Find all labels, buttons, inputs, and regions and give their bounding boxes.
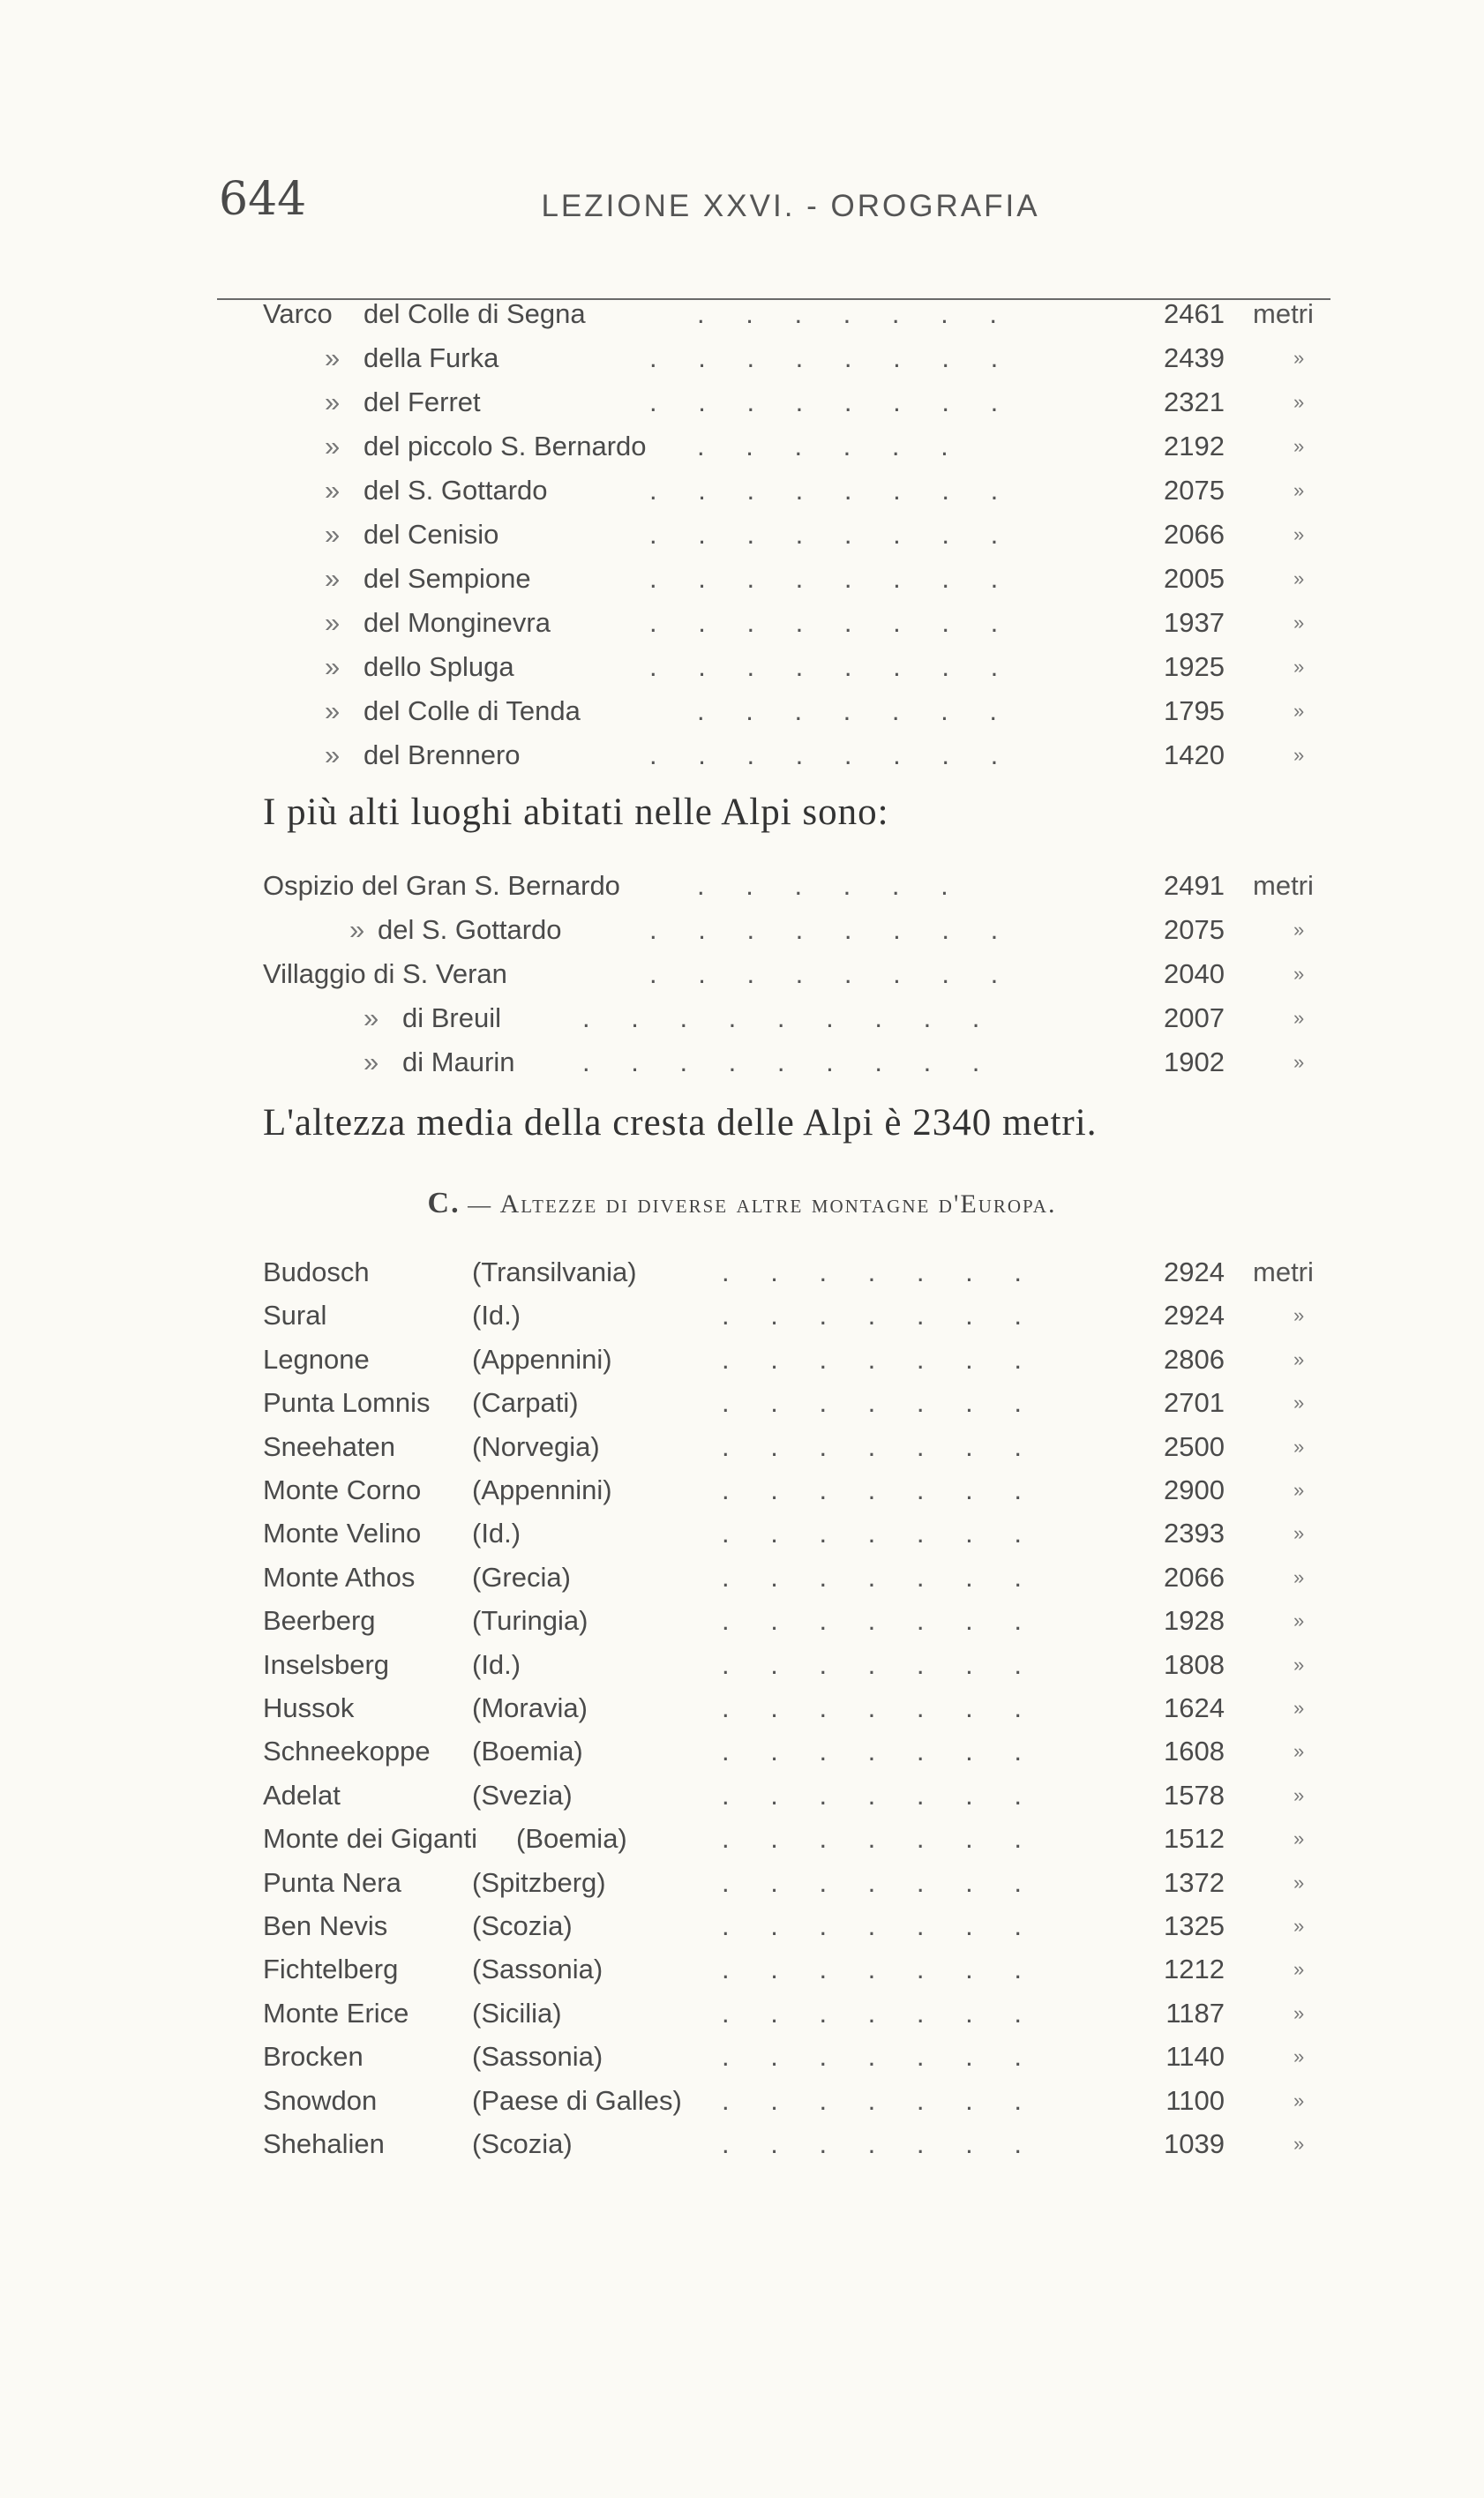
mountain-name: Monte Corno	[263, 1474, 422, 1505]
inhabited-row	[0, 912, 1484, 948]
ditto-mark: »	[1293, 1697, 1305, 1719]
ditto-mark: »	[1293, 1827, 1305, 1850]
leader-dots: . . . . . . .	[722, 2041, 1038, 2073]
leader-dots: . . . . . . . .	[649, 519, 1016, 550]
mountain-row	[0, 1865, 1484, 1901]
leader-dots: . . . . . . .	[722, 1561, 1038, 1593]
mountain-region: (Grecia)	[472, 1561, 571, 1593]
leader-dots: . . . . . . .	[722, 1954, 1038, 1985]
ditto-mark: »	[1293, 1304, 1305, 1327]
running-title: LEZIONE XXVI. - OROGRAFIA	[541, 189, 1040, 223]
pass-prefix: »	[325, 386, 341, 417]
pass-name: del S. Gottardo	[364, 475, 548, 506]
mountain-row	[0, 1778, 1484, 1813]
inhabited-row	[0, 1001, 1484, 1036]
mountain-row	[0, 1429, 1484, 1465]
ditto-mark: »	[1293, 656, 1305, 678]
pass-prefix: »	[325, 695, 341, 726]
inhabited-altitude: 2491	[1164, 870, 1225, 901]
mountain-region: (Id.)	[472, 1518, 521, 1549]
leader-dots: . . . . . . . .	[649, 958, 1016, 989]
pass-altitude: 2005	[1164, 563, 1225, 594]
inhabited-row	[0, 956, 1484, 992]
ditto-mark: »	[1293, 2133, 1305, 2155]
ditto-mark: »	[1293, 1392, 1305, 1414]
pass-row	[0, 738, 1484, 773]
leader-dots: . . . . . . .	[697, 298, 1014, 329]
pass-prefix: »	[325, 607, 341, 638]
inhabited-unit: metri	[1253, 870, 1314, 901]
pass-row	[0, 561, 1484, 596]
mountain-name: Budosch	[263, 1257, 370, 1287]
ditto-mark: »	[1293, 744, 1305, 766]
ditto-mark: »	[1293, 963, 1305, 985]
page-number: 644	[219, 173, 307, 226]
mountain-row	[0, 1560, 1484, 1595]
mountain-name: Monte dei Giganti	[263, 1823, 477, 1855]
pass-row	[0, 429, 1484, 464]
mountain-altitude: 1100	[1165, 2084, 1225, 2116]
mountain-row	[0, 1516, 1484, 1551]
mountain-row	[0, 1647, 1484, 1683]
leader-dots: . . . . . .	[697, 431, 965, 461]
mountain-row	[0, 1952, 1484, 1987]
mountain-name: Ben Nevis	[263, 1910, 388, 1941]
pass-altitude: 1795	[1164, 695, 1225, 726]
mountain-name: Sural	[263, 1300, 327, 1332]
leader-dots: . . . . . . .	[722, 2128, 1038, 2159]
mountain-altitude: 1187	[1165, 1997, 1225, 2029]
pass-altitude: 1420	[1164, 739, 1225, 770]
mountain-region: (Sassonia)	[472, 1954, 603, 1985]
leader-dots: . . . . . . .	[697, 695, 1014, 726]
inhabited-name: Ospizio del Gran S. Bernardo	[263, 870, 620, 901]
mountain-row	[0, 1603, 1484, 1639]
leader-dots: . . . . . . .	[722, 1430, 1038, 1462]
mountain-region: (Boemia)	[472, 1736, 583, 1767]
inhabited-row	[0, 868, 1484, 904]
pass-altitude: 1937	[1164, 607, 1225, 638]
mountain-region: (Svezia)	[472, 1779, 573, 1811]
leader-dots: . . . . . . .	[722, 1648, 1038, 1680]
mountain-name: Fichtelberg	[263, 1954, 399, 1985]
leader-dots: . . . . . . . .	[649, 914, 1016, 945]
inhabited-name: Villaggio di S. Veran	[263, 958, 507, 989]
pass-row	[0, 649, 1484, 685]
mountain-altitude: 2066	[1164, 1561, 1225, 1593]
mountain-row	[0, 2127, 1484, 2162]
section-c-heading	[0, 1187, 1484, 1220]
leader-dots: . . . . . . .	[722, 1474, 1038, 1505]
leader-dots: . . . . . . .	[722, 1779, 1038, 1811]
section-letter: C.	[427, 1187, 461, 1219]
mountain-region: (Norvegia)	[472, 1430, 600, 1462]
pass-prefix: »	[325, 739, 341, 770]
mountain-row	[0, 1473, 1484, 1508]
mountain-altitude: 1325	[1164, 1910, 1225, 1941]
mountain-row	[0, 1734, 1484, 1769]
pass-name: del Colle di Tenda	[364, 695, 581, 726]
mountain-row	[0, 1909, 1484, 1944]
mountain-name: Monte Athos	[263, 1561, 416, 1593]
section-dash: —	[468, 1192, 493, 1218]
ditto-mark: »	[1293, 567, 1305, 589]
inhabited-intro: I più alti luoghi abitati nelle Alpi sono:	[263, 791, 889, 833]
mountain-row	[0, 1298, 1484, 1333]
leader-dots: . . . . . . . .	[649, 386, 1016, 417]
mountain-region: (Scozia)	[472, 2128, 573, 2159]
pass-name: della Furka	[364, 342, 499, 373]
inhabited-altitude: 1902	[1164, 1046, 1225, 1077]
ditto-mark: »	[1293, 1783, 1305, 1806]
ditto-mark: »	[1293, 1051, 1305, 1073]
pass-name: del Monginevra	[364, 607, 551, 638]
leader-dots: . . . . . . .	[722, 1300, 1038, 1332]
pass-prefix: »	[325, 563, 341, 594]
pass-row	[0, 385, 1484, 420]
inhabited-altitude: 2007	[1164, 1002, 1225, 1033]
pass-name: dello Spluga	[364, 651, 514, 682]
pass-name: del Sempione	[364, 563, 531, 594]
ditto-mark: »	[1293, 1435, 1305, 1458]
mountain-region: (Scozia)	[472, 1910, 573, 1941]
pass-altitude: 1925	[1164, 651, 1225, 682]
leader-dots: . . . . . . .	[722, 2084, 1038, 2116]
ditto-mark: »	[1293, 479, 1305, 501]
mountain-altitude: 2924	[1164, 1300, 1225, 1332]
pass-altitude: 2192	[1164, 431, 1225, 461]
pass-prefix: »	[325, 431, 341, 461]
pass-row	[0, 296, 1484, 332]
mountain-altitude: 1512	[1164, 1823, 1225, 1855]
mountain-name: Monte Velino	[263, 1518, 422, 1549]
ditto-mark: »	[1293, 2089, 1305, 2112]
leader-dots: . . . . . . .	[722, 1605, 1038, 1637]
leader-dots: . . . . . . .	[722, 1910, 1038, 1941]
mountain-name: Punta Lomnis	[263, 1387, 431, 1419]
pass-unit: metri	[1253, 298, 1314, 329]
leader-dots: . . . . . . . .	[649, 651, 1016, 682]
ditto-mark: »	[1293, 1479, 1305, 1501]
pass-prefix: Varco	[263, 298, 333, 329]
ditto-mark: »	[1293, 700, 1305, 722]
pass-row	[0, 694, 1484, 729]
mountain-row	[0, 1996, 1484, 2031]
leader-dots: . . . . . . .	[722, 1866, 1038, 1898]
mountain-region: (Id.)	[472, 1300, 521, 1332]
mountain-name: Legnone	[263, 1343, 370, 1375]
mountain-name: Shehalien	[263, 2128, 385, 2159]
mountain-region: (Boemia)	[516, 1823, 627, 1855]
mountain-row	[0, 2039, 1484, 2074]
mountain-region: (Paese di Galles)	[472, 2084, 682, 2116]
pass-row	[0, 341, 1484, 376]
pass-prefix: »	[325, 519, 341, 550]
ditto-mark: »	[1293, 1871, 1305, 1894]
mountain-region: (Id.)	[472, 1648, 521, 1680]
mountain-region: (Transilvania)	[472, 1257, 637, 1287]
mountain-name: Sneehaten	[263, 1430, 395, 1462]
mountain-altitude: 1039	[1164, 2128, 1225, 2159]
mountain-name: Monte Erice	[263, 1997, 409, 2029]
mountain-region: (Carpati)	[472, 1387, 579, 1419]
ditto-mark: »	[1293, 1958, 1305, 1981]
pass-altitude: 2066	[1164, 519, 1225, 550]
mountain-region: (Sassonia)	[472, 2041, 603, 2073]
pass-row	[0, 473, 1484, 508]
inhabited-row	[0, 1045, 1484, 1080]
pass-row	[0, 605, 1484, 641]
mountain-name: Inselsberg	[263, 1648, 390, 1680]
ditto-mark: »	[1293, 2001, 1305, 2024]
ditto-mark: »	[1293, 1653, 1305, 1676]
mountain-altitude: 1808	[1164, 1648, 1225, 1680]
leader-dots: . . . . . . . .	[649, 342, 1016, 373]
pass-altitude: 2321	[1164, 386, 1225, 417]
ditto-mark: »	[1293, 1565, 1305, 1588]
inhabited-name: del S. Gottardo	[378, 914, 562, 945]
leader-dots: . . . . . . . .	[649, 475, 1016, 506]
ditto-mark: »	[1293, 435, 1305, 457]
ditto-mark: »	[1293, 1347, 1305, 1370]
leader-dots: . . . . . . .	[722, 1518, 1038, 1549]
ditto-mark: »	[1293, 1522, 1305, 1545]
pass-altitude: 2439	[1164, 342, 1225, 373]
mountain-row	[0, 1691, 1484, 1726]
leader-dots: . . . . . . .	[722, 1257, 1038, 1287]
inhabited-name: di Breuil	[402, 1002, 501, 1033]
average-sentence: L'altezza media della cresta delle Alpi è 2340 metri.	[263, 1102, 1098, 1144]
inhabited-prefix: »	[349, 914, 365, 945]
mountain-altitude: 1608	[1164, 1736, 1225, 1767]
mountain-altitude: 2924	[1164, 1257, 1225, 1287]
leader-dots: . . . . . . .	[722, 1997, 1038, 2029]
ditto-mark: »	[1293, 1007, 1305, 1029]
pass-name: del Colle di Segna	[364, 298, 586, 329]
leader-dots: . . . . . . . .	[649, 739, 1016, 770]
mountain-unit: metri	[1253, 1257, 1314, 1287]
mountain-name: Brocken	[263, 2041, 364, 2073]
pass-name: del Brennero	[364, 739, 521, 770]
pass-prefix: »	[325, 651, 341, 682]
mountain-name: Hussok	[263, 1692, 355, 1723]
mountain-row	[0, 2083, 1484, 2119]
inhabited-name: di Maurin	[402, 1046, 515, 1077]
pass-prefix: »	[325, 342, 341, 373]
ditto-mark: »	[1293, 1740, 1305, 1763]
inhabited-altitude: 2075	[1164, 914, 1225, 945]
pass-row	[0, 517, 1484, 552]
mountain-altitude: 1140	[1165, 2041, 1225, 2073]
leader-dots: . . . . . .	[697, 870, 965, 901]
mountain-name: Snowdon	[263, 2084, 378, 2116]
leader-dots: . . . . . . . . .	[582, 1046, 997, 1077]
mountain-altitude: 2900	[1164, 1474, 1225, 1505]
mountain-row	[0, 1385, 1484, 1421]
pass-name: del Ferret	[364, 386, 481, 417]
ditto-mark: »	[1293, 391, 1305, 413]
mountain-region: (Sicilia)	[472, 1997, 562, 2029]
mountain-altitude: 1624	[1164, 1692, 1225, 1723]
mountain-altitude: 2500	[1164, 1430, 1225, 1462]
leader-dots: . . . . . . .	[722, 1343, 1038, 1375]
ditto-mark: »	[1293, 919, 1305, 941]
mountain-altitude: 2806	[1164, 1343, 1225, 1375]
mountain-region: (Turingia)	[472, 1605, 588, 1637]
leader-dots: . . . . . . . .	[649, 607, 1016, 638]
mountain-region: (Appennini)	[472, 1343, 612, 1375]
pass-altitude: 2075	[1164, 475, 1225, 506]
mountain-name: Punta Nera	[263, 1866, 401, 1898]
leader-dots: . . . . . . . . .	[582, 1002, 997, 1033]
pass-altitude: 2461	[1164, 298, 1225, 329]
mountain-altitude: 1212	[1164, 1954, 1225, 1985]
mountain-name: Adelat	[263, 1779, 341, 1811]
ditto-mark: »	[1293, 611, 1305, 634]
pass-name: del Cenisio	[364, 519, 499, 550]
mountain-altitude: 1578	[1164, 1779, 1225, 1811]
mountain-region: (Moravia)	[472, 1692, 588, 1723]
mountain-name: Beerberg	[263, 1605, 376, 1637]
inhabited-prefix: »	[364, 1002, 379, 1033]
mountain-altitude: 2393	[1164, 1518, 1225, 1549]
ditto-mark: »	[1293, 1609, 1305, 1632]
section-title: Altezze di diverse altre montagne d'Europa.	[499, 1189, 1057, 1219]
mountain-row	[0, 1342, 1484, 1377]
inhabited-prefix: »	[364, 1046, 379, 1077]
ditto-mark: »	[1293, 523, 1305, 545]
leader-dots: . . . . . . .	[722, 1692, 1038, 1723]
leader-dots: . . . . . . .	[722, 1736, 1038, 1767]
leader-dots: . . . . . . .	[722, 1387, 1038, 1419]
mountain-altitude: 2701	[1164, 1387, 1225, 1419]
inhabited-altitude: 2040	[1164, 958, 1225, 989]
leader-dots: . . . . . . .	[722, 1823, 1038, 1855]
pass-name: del piccolo S. Bernardo	[364, 431, 647, 461]
ditto-mark: »	[1293, 347, 1305, 369]
mountain-altitude: 1372	[1164, 1866, 1225, 1898]
ditto-mark: »	[1293, 2045, 1305, 2068]
mountain-row	[0, 1821, 1484, 1857]
leader-dots: . . . . . . . .	[649, 563, 1016, 594]
pass-prefix: »	[325, 475, 341, 506]
mountain-row	[0, 1255, 1484, 1290]
ditto-mark: »	[1293, 1915, 1305, 1937]
mountain-altitude: 1928	[1164, 1605, 1225, 1637]
mountain-region: (Spitzberg)	[472, 1866, 606, 1898]
mountain-name: Schneekoppe	[263, 1736, 431, 1767]
mountain-region: (Appennini)	[472, 1474, 612, 1505]
